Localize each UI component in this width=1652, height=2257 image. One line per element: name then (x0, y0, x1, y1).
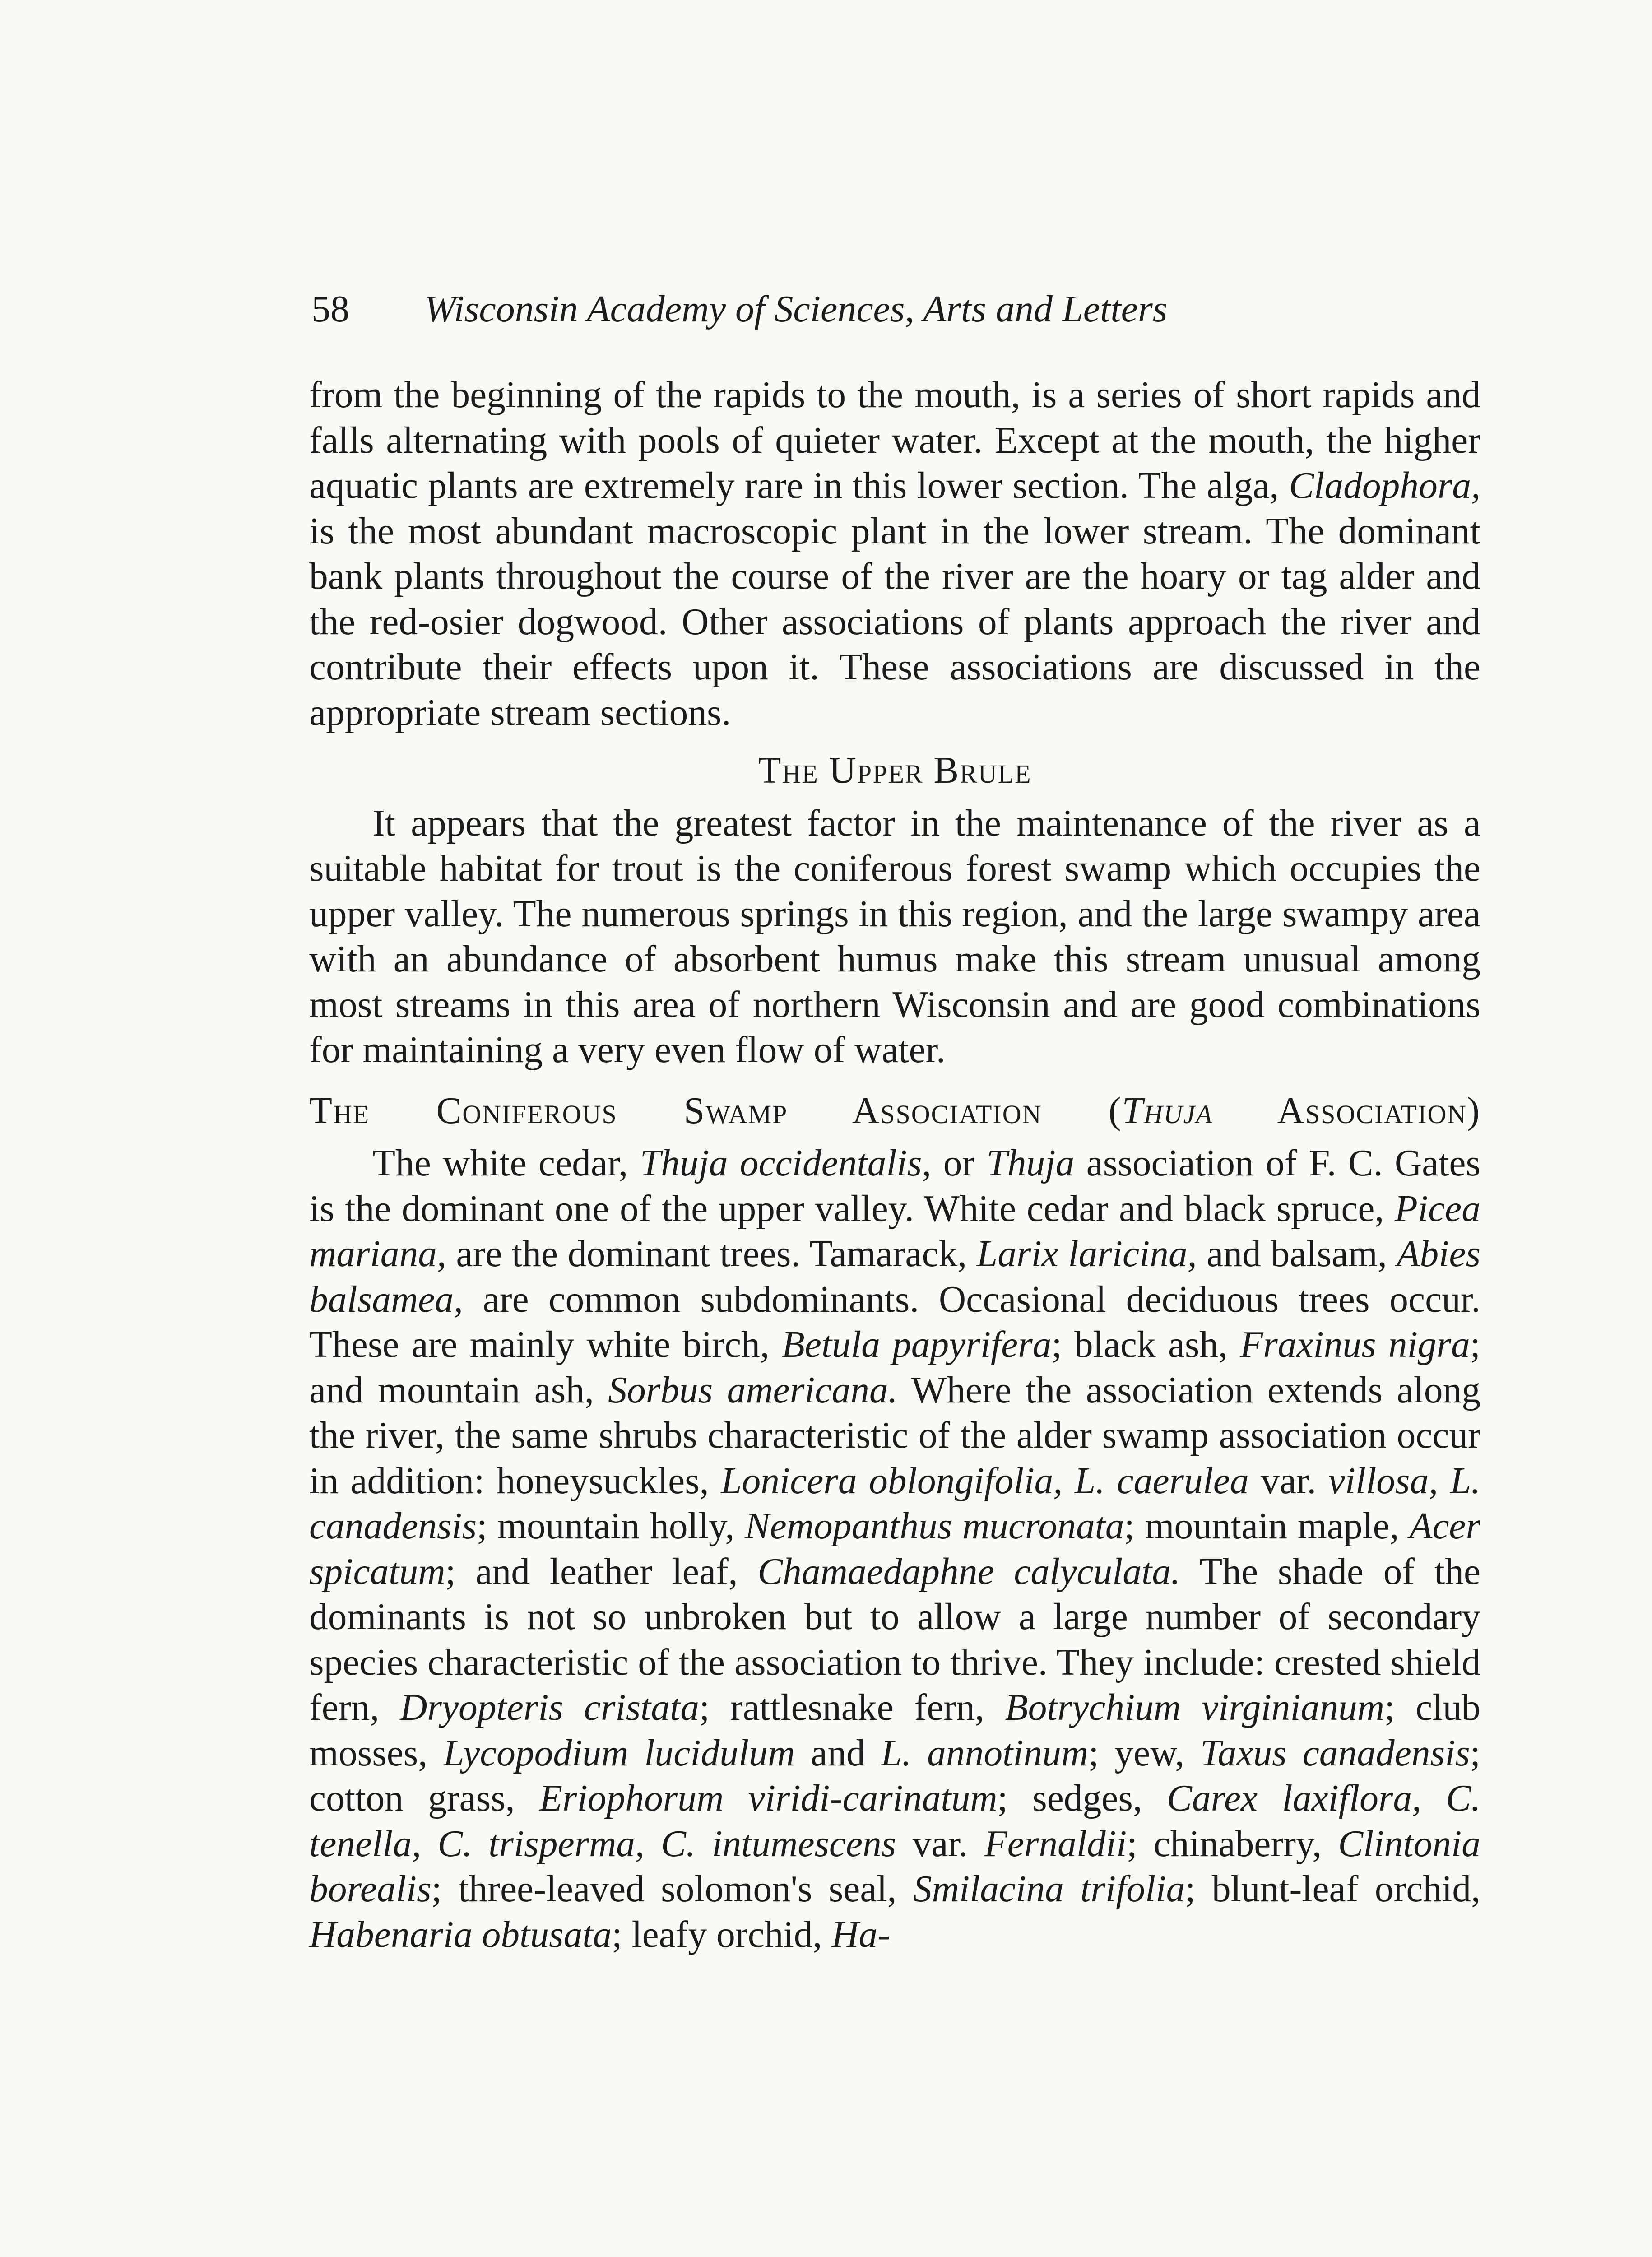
taxon-name: Thuja occidentalis, (640, 1142, 932, 1184)
journal-title: Wisconsin Academy of Sciences, Arts and Letters (424, 288, 1168, 330)
text-run: and (795, 1732, 881, 1774)
text-run: var. (1248, 1460, 1328, 1502)
paragraph-continued (309, 372, 1480, 735)
taxon-name: L. annotinum (881, 1732, 1089, 1774)
text-run: ; three-leaved solomon's seal, (431, 1868, 913, 1910)
taxon-name: Eriophorum viridi-carinatum (539, 1778, 998, 1819)
heading-part: Association) (1212, 1090, 1481, 1132)
taxon-name: Chamaedaphne calyculata. (757, 1551, 1180, 1593)
text-run: The white cedar, (372, 1142, 640, 1184)
taxon-name: Clintonia borealis (309, 1823, 1480, 1910)
text-run: ; yew, (1088, 1732, 1200, 1774)
text-run: and balsam, (1197, 1233, 1397, 1275)
text-run: ; leafy orchid, (612, 1913, 832, 1955)
taxon-name: Acer spicatum (309, 1505, 1480, 1593)
taxon-name: Lycopodium lucidulum (443, 1732, 795, 1774)
page-number: 58 (311, 288, 349, 330)
text-run: ; mountain holly, (477, 1505, 745, 1547)
taxon-name: Thuja (1122, 1090, 1213, 1132)
text-run: ; black ash, (1051, 1324, 1240, 1365)
taxon-name: Cladophora, (1289, 465, 1480, 506)
text-run: ; and mountain ash, (309, 1324, 1480, 1411)
body-text (309, 372, 1480, 1957)
text-run: are common subdominants. Occasional deciduous trees occur. These are mainly white birch, (309, 1278, 1480, 1365)
taxon-name: Larix laricina, (976, 1233, 1197, 1275)
taxon-name: Botrychium virginianum (1005, 1687, 1385, 1728)
text-run: The shade of the dominants is not so unbroken but to allow a large number of secondary species characteristic of the association to thrive. They include: crested shield fern, (309, 1551, 1480, 1728)
text-run: association of F. C. Gates is the dominant one of the upper valley. White cedar and black spruce, (309, 1142, 1480, 1230)
text-run: ; mountain maple, (1124, 1505, 1410, 1547)
taxon-name: Fraxinus nigra (1240, 1324, 1470, 1365)
text-run: from the beginning of the rapids to the mouth, is a series of short rapids and falls alternating with pools of quieter water. Except at the mouth, the higher aquatic plants are extremely rare in this lower section. The alga, (309, 374, 1480, 506)
running-head (311, 284, 1485, 334)
taxon-name: Thuja (986, 1142, 1075, 1184)
taxon-name: Abies balsamea, (309, 1233, 1480, 1320)
taxon-name: Fernaldii (984, 1823, 1127, 1865)
taxon-name: Picea mariana, (309, 1188, 1480, 1275)
text-run: ; sedges, (997, 1778, 1167, 1819)
taxon-name: Dryopteris cristata (400, 1687, 699, 1728)
taxon-name: Smilacina trifolia (913, 1868, 1185, 1910)
paragraph-thuja-association (309, 1141, 1480, 1957)
text-run: ; club mosses, (309, 1687, 1480, 1774)
text-run: are the dominant trees. Tamarack, (446, 1233, 977, 1275)
section-heading-coniferous-swamp (309, 1088, 1480, 1134)
taxon-name: Nemopanthus mucronata (744, 1505, 1124, 1547)
text-run: ; and leather leaf, (445, 1551, 758, 1593)
section-heading-upper-brule: The Upper Brule (758, 750, 1032, 791)
taxon-name: Lonicera oblongifolia, L. caerulea (721, 1460, 1249, 1502)
text-run: ; chinaberry, (1127, 1823, 1338, 1865)
taxon-name: Habenaria obtusata (309, 1913, 612, 1955)
taxon-name: Betula papyrifera (781, 1324, 1052, 1365)
text-run: ; rattlesnake fern, (699, 1687, 1005, 1728)
taxon-name: Sorbus americana. (608, 1369, 898, 1411)
text-run: or (931, 1142, 987, 1184)
taxon-name: Taxus canadensis (1200, 1732, 1470, 1774)
text-run: is the most abundant macroscopic plant in the lower stream. The dominant bank plants throughout the course of the river are the hoary or tag alder and the red-osier dogwood. Other associations of plants approach the river and contribute their effects upon it. These associations are discussed in the appropriate stream sections. (309, 510, 1480, 734)
taxon-name: villosa, L. canadensis (309, 1460, 1480, 1547)
taxon-name: Carex laxiflora, C. tenella, C. trisperma, C. intumescens (309, 1778, 1480, 1865)
text-run: ; cotton grass, (309, 1732, 1480, 1819)
text-run: var. (896, 1823, 984, 1865)
heading-part: The Coniferous Swamp Association ( (309, 1090, 1122, 1132)
text-run: ; blunt-leaf orchid, (1185, 1868, 1480, 1910)
text-run: Where the association extends along the river, the same shrubs characteristic of the alder swamp association occur in addition: honeysuckles, (309, 1369, 1481, 1502)
taxon-name: Ha- (831, 1913, 891, 1955)
paragraph-upper-brule: It appears that the greatest factor in the maintenance of the river as a suitable habitat for trout is the coniferous forest swamp which occupies the upper valley. The numerous springs in this region, and the large swampy area with an abundance of absorbent humus make this stream unusual among most streams in this area of northern Wisconsin and are good combinations for maintaining a very even flow of water. (309, 802, 1480, 1071)
